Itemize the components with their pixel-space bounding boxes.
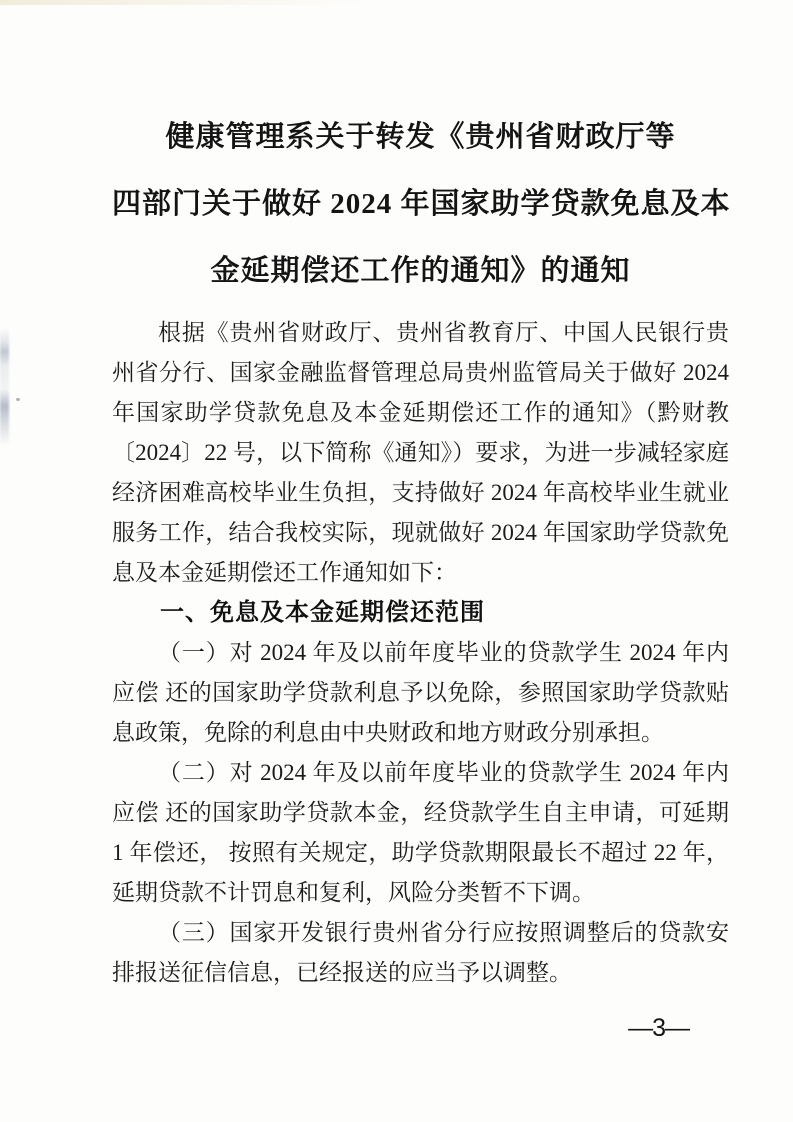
page-number: —3— xyxy=(628,1014,689,1042)
document-body xyxy=(112,313,729,993)
document-content xyxy=(112,0,729,993)
intro-paragraph: 根据《贵州省财政厅、贵州省教育厅、中国人民银行贵州省分行、国家金融监督管理总局贵州监管局关于做好 2024 年国家助学贷款免息及本金延期偿还工作的通知》（黔财教〔2024〕22 号，以下简称《通知》）要求，为进一步减轻家庭经济困难高校毕业生负担，支持做好 2024 年高校毕业生就业服务工作，结合我校实际，现就做好 2024 年国家助学贷款免息及本金延期偿还工作通知如下： xyxy=(112,320,729,585)
document-title xyxy=(112,0,729,305)
scan-artifact-speck xyxy=(16,398,20,401)
section-1-heading: 一、免息及本金延期偿还范围 xyxy=(160,599,485,626)
item-2-paragraph: （二）对 2024 年及以前年度毕业的贷款学生 2024 年内应偿 还的国家助学贷款本金，经贷款学生自主申请，可延期 1 年偿还， 按照有关规定，助学贷款期限最长不超过 22 年，延期贷款不计罚息和复利，风险分类暂不下调。 xyxy=(112,760,729,905)
title-line-3: 金延期偿还工作的通知》的通知 xyxy=(210,255,631,287)
scan-artifact-smudge xyxy=(0,328,9,446)
title-line-1: 健康管理系关于转发《贵州省财政厅等 xyxy=(165,121,676,153)
item-1-paragraph: （一）对 2024 年及以前年度毕业的贷款学生 2024 年内应偿 还的国家助学贷款利息予以免除，参照国家助学贷款贴息政策，免除的利息由中央财政和地方财政分别承担。 xyxy=(112,640,729,745)
item-3-paragraph: （三）国家开发银行贵州省分行应按照调整后的贷款安排报送征信信息，已经报送的应当予以调整。 xyxy=(112,920,729,985)
title-line-2: 四部门关于做好 2024 年国家助学贷款免息及本 xyxy=(112,188,731,220)
